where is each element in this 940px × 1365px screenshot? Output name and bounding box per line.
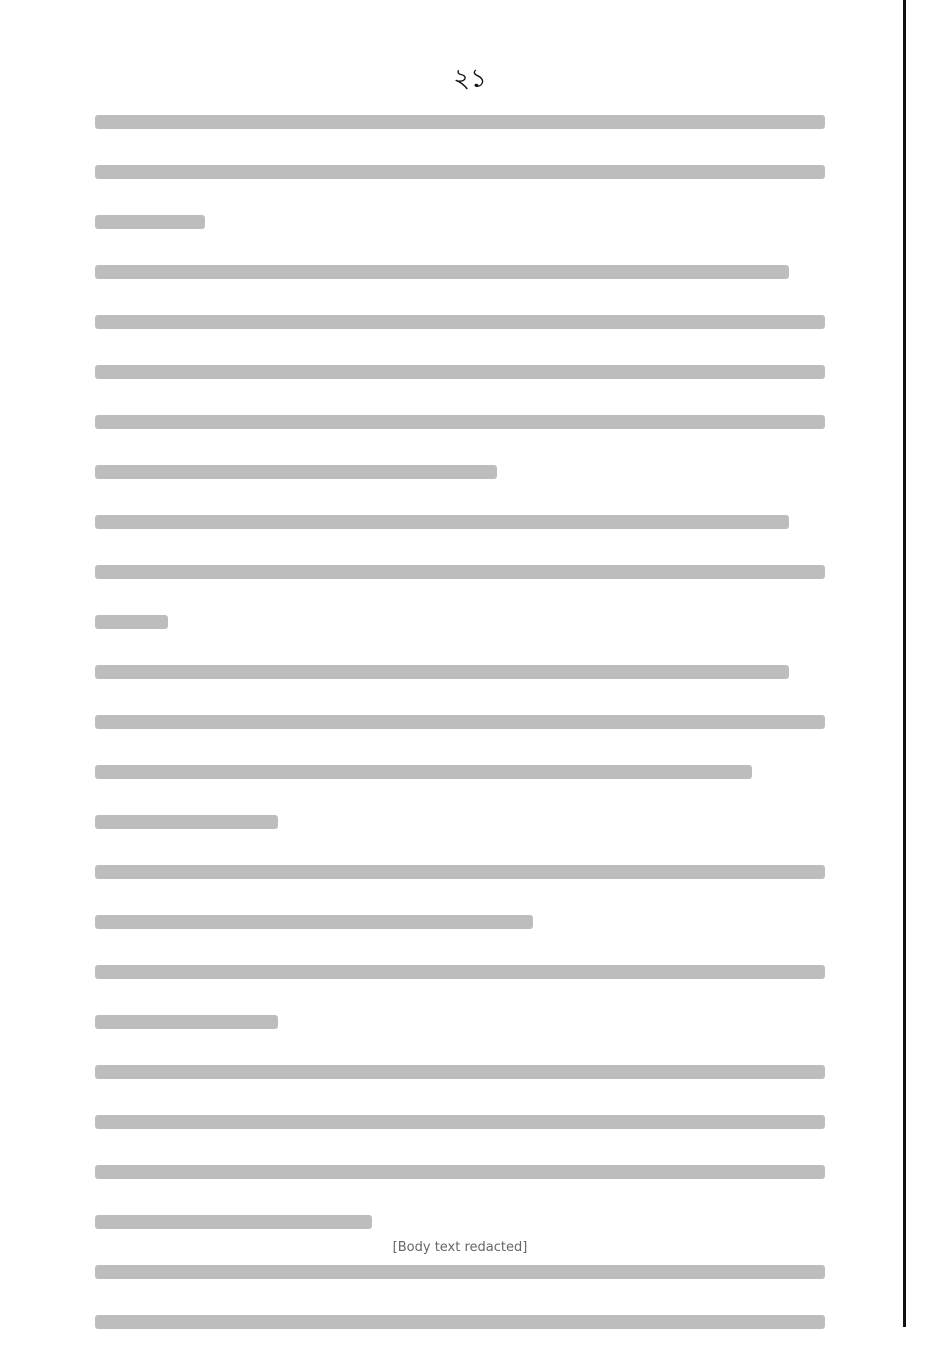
redacted-line [95, 915, 533, 929]
redacted-line [95, 965, 825, 979]
redacted-line [95, 215, 205, 229]
page-number: ২১ [453, 64, 487, 94]
redacted-line [95, 1115, 825, 1129]
redacted-body-text [95, 115, 825, 1365]
redacted-line [95, 415, 825, 429]
redacted-line [95, 815, 278, 829]
redacted-line [95, 1165, 825, 1179]
right-border-rule [903, 0, 906, 1327]
redacted-line [95, 1265, 825, 1279]
redacted-line [95, 1215, 372, 1229]
redacted-line [95, 115, 825, 129]
redacted-line [95, 515, 789, 529]
redacted-line [95, 615, 168, 629]
redacted-line [95, 1065, 825, 1079]
redacted-line [95, 765, 752, 779]
redacted-line [95, 365, 825, 379]
redacted-line [95, 315, 825, 329]
redaction-note: [Body text redacted] [392, 1240, 528, 1255]
redacted-line [95, 265, 789, 279]
redacted-line [95, 1015, 278, 1029]
redacted-line [95, 865, 825, 879]
redacted-line [95, 715, 825, 729]
redacted-line [95, 465, 497, 479]
redacted-line [95, 565, 825, 579]
redacted-line [95, 665, 789, 679]
redacted-line [95, 165, 825, 179]
